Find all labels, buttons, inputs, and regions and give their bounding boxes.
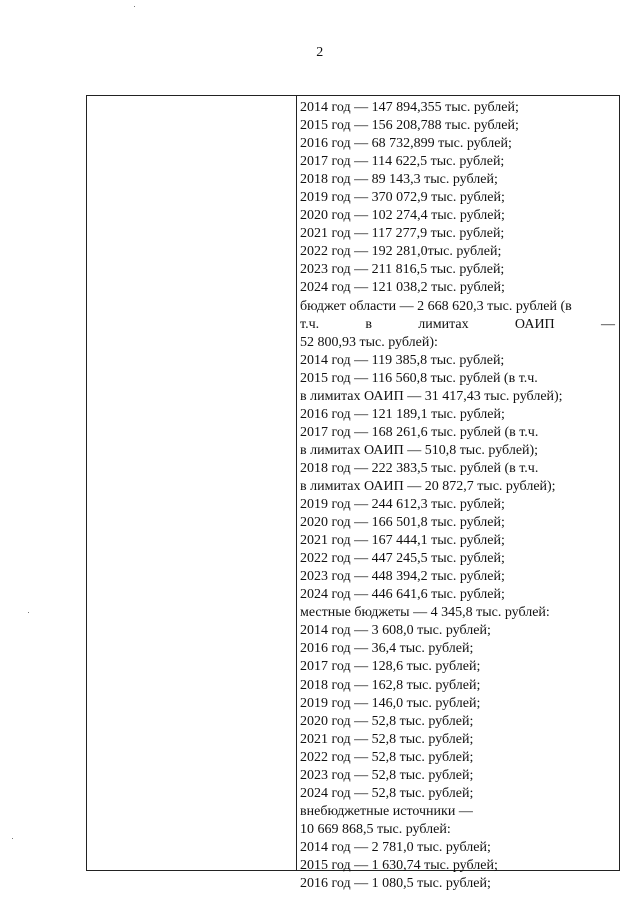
funding-line: 2014 год — 147 894,355 тыс. рублей; <box>300 100 519 115</box>
funding-line: 2021 год — 52,8 тыс. рублей; <box>300 731 474 747</box>
justified-word: ОАИП <box>514 316 555 332</box>
funding-line: 2023 год — 448 394,2 тыс. рублей; <box>300 569 505 585</box>
funding-line: 2014 год — 119 385,8 тыс. рублей; <box>300 352 505 368</box>
funding-line: в лимитах ОАИП — 31 417,43 тыс. рублей); <box>300 388 563 404</box>
funding-line: 2016 год — 68 732,899 тыс. рублей; <box>300 136 512 152</box>
funding-line: 2019 год — 244 612,3 тыс. рублей; <box>300 497 505 513</box>
funding-details-cell <box>300 99 615 893</box>
funding-line: 2016 год — 121 189,1 тыс. рублей; <box>300 406 505 422</box>
funding-line: 2022 год — 52,8 тыс. рублей; <box>300 749 474 765</box>
justified-line <box>300 316 615 334</box>
funding-line: 2024 год — 52,8 тыс. рублей; <box>300 785 474 801</box>
funding-line: 2021 год — 167 444,1 тыс. рублей; <box>300 533 505 549</box>
page-number: 2 <box>316 45 324 60</box>
scan-speck <box>134 6 135 7</box>
justified-word: т.ч. <box>300 316 320 332</box>
scan-speck <box>12 838 13 839</box>
justified-word: лимитах <box>418 316 469 332</box>
funding-line: 2017 год — 114 622,5 тыс. рублей; <box>300 154 505 170</box>
funding-line: 2019 год — 370 072,9 тыс. рублей; <box>300 190 505 206</box>
funding-line: 2017 год — 168 261,6 тыс. рублей (в т.ч. <box>300 424 539 440</box>
funding-line: бюджет области — 2 668 620,3 тыс. рублей (в <box>300 298 572 314</box>
funding-line: 2023 год — 211 816,5 тыс. рублей; <box>300 262 505 278</box>
funding-line: 2018 год — 222 383,5 тыс. рублей (в т.ч. <box>300 460 539 476</box>
funding-line: 52 800,93 тыс. рублей): <box>300 334 438 350</box>
funding-line: 2021 год — 117 277,9 тыс. рублей; <box>300 226 505 242</box>
justified-word: — <box>600 316 615 332</box>
funding-lines-group-a <box>300 99 615 316</box>
scan-speck <box>28 612 29 613</box>
funding-line: в лимитах ОАИП — 20 872,7 тыс. рублей); <box>300 478 556 494</box>
funding-line: 2024 год — 446 641,6 тыс. рублей; <box>300 587 505 603</box>
funding-line: 2020 год — 166 501,8 тыс. рублей; <box>300 515 505 531</box>
funding-line: в лимитах ОАИП — 510,8 тыс. рублей); <box>300 442 539 458</box>
funding-line: 2015 год — 116 560,8 тыс. рублей (в т.ч. <box>300 370 538 386</box>
funding-line: 2019 год — 146,0 тыс. рублей; <box>300 695 481 711</box>
funding-lines-group-b <box>300 334 615 893</box>
funding-line: 10 669 868,5 тыс. рублей: <box>300 821 451 837</box>
funding-line: 2022 год — 447 245,5 тыс. рублей; <box>300 551 505 567</box>
funding-line: 2016 год — 1 080,5 тыс. рублей; <box>300 876 491 892</box>
funding-line: 2022 год — 192 281,0тыс. рублей; <box>300 244 502 260</box>
funding-line: 2016 год — 36,4 тыс. рублей; <box>300 641 474 657</box>
funding-line: 2017 год — 128,6 тыс. рублей; <box>300 659 481 675</box>
funding-line: 2023 год — 52,8 тыс. рублей; <box>300 767 474 783</box>
funding-line: 2015 год — 156 208,788 тыс. рублей; <box>300 118 519 134</box>
funding-line: 2014 год — 2 781,0 тыс. рублей; <box>300 839 491 855</box>
funding-line: внебюджетные источники — <box>300 803 473 819</box>
justified-word: в <box>365 316 373 332</box>
funding-line: 2014 год — 3 608,0 тыс. рублей; <box>300 623 491 639</box>
column-divider <box>296 96 297 870</box>
funding-line: 2018 год — 162,8 тыс. рублей; <box>300 677 481 693</box>
funding-line: 2020 год — 52,8 тыс. рублей; <box>300 713 474 729</box>
funding-table <box>86 95 620 892</box>
funding-line: 2015 год — 1 630,74 тыс. рублей; <box>300 857 498 873</box>
funding-line: 2020 год — 102 274,4 тыс. рублей; <box>300 208 505 224</box>
funding-line: 2024 год — 121 038,2 тыс. рублей; <box>300 280 505 296</box>
funding-line: местные бюджеты — 4 345,8 тыс. рублей: <box>300 605 550 621</box>
funding-line: 2018 год — 89 143,3 тыс. рублей; <box>300 172 498 188</box>
